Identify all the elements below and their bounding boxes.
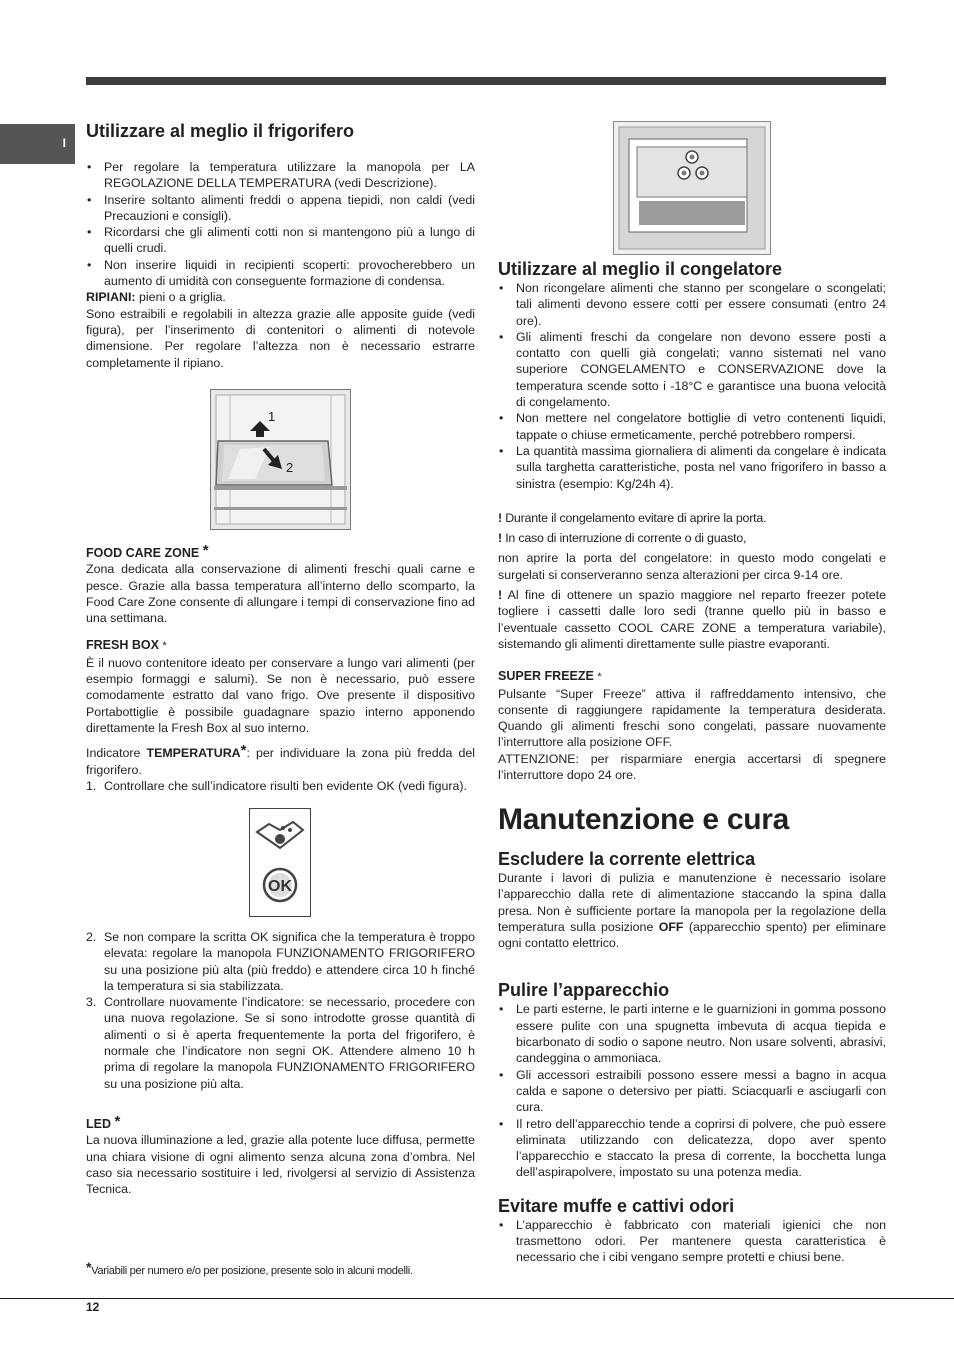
ok-indicator-figure [249,808,311,917]
clean-bullets [498,1001,886,1180]
freezer-figure [613,121,771,255]
maintenance-title: Manutenzione e cura [498,803,790,836]
fresh-box-text: È il nuovo contenitore ideato per conservare a lungo vari alimenti (per esempio formaggi e salumi). Se non è necessario, può essere comodamente estratto dal vano frigo. Ove presente il dispositivo Portabottiglie è possibile guadagnare spazio interno apponendo direttamente la Fresh Box al suo interno. [86,655,475,735]
page-number: 12 [86,1300,100,1314]
indicator-text: Indicatore TEMPERATURA*: per individuare la zona più fredda del frigorifero. [86,742,475,777]
led-title: LED * [86,1112,121,1131]
list-item: • Non mettere nel congelatore bottiglie di vetro contenenti liquidi, tappate o chiuse ermeticamente, perché potrebbero rompersi. [498,410,886,443]
left-column-lower [86,543,475,794]
list-item: 2. Se non compare la scritta OK significa che la temperatura è troppo elevata: regolare la manopola FUNZIONAMENTO FRIGORIFERO su una posizione più alta (più freddo) e attendere circa 10 h finché la temperatura si sia stabilizzata. [86,930,475,993]
figure-label-1: 1 [268,409,276,424]
ok-label: OK [268,878,292,895]
list-item: • Non inserire liquidi in recipienti scoperti: provocherebbero un aumento di umidità con conseguente formazione di condensa. [86,257,475,290]
warning-1: ! Durante il congelamento evitare di aprire la porta. [498,510,767,525]
warning-2-cont: non aprire la porta del congelatore: in questo modo congelati e surgelati si conserveranno senza alterazioni per circa 9-14 ore. [498,551,886,582]
list-item: 3. Controllare nuovamente l’indicatore: se necessario, procedere con una nuova regolazione. Se si sono introdotte grosse quantità di alimenti o si è aperta frequentemente la porta del frigorifero, è normale che l’indicatore non segni OK. Attendere almeno 10 h prima di regolare la manopola FUNZIONAMENTO FRIGORIFERO su una posizione più alta. [86,995,475,1091]
list-item: 1. Controllare che sull’indicatore risulti ben evidente OK (vedi figura). [86,778,467,793]
shelves-line: RIPIANI: pieni o a griglia. [86,290,226,305]
list-item: • Gli accessori estraibili possono essere messi a bagno in acqua calda e sapone o detersivo per piatti. Sciacquarli e asciugarli con cura. [498,1067,886,1116]
mould-title: Evitare muffe e cattivi odori [498,1195,735,1216]
indicator-steps [86,778,475,794]
food-care-text: Zona dedicata alla conservazione di alimenti freschi quali carne e pesce. Grazie alla bassa temperatura all’interno dello scomparto, la Food Care Zone consente di allungare i tempi di conservazione fino ad una settimana. [86,562,475,626]
shelves-paragraph: Sono estraibili e regolabili in altezza grazie alle apposite guide (vedi figura), per l’inserimento di contenitori o alimenti di notevole dimensione. Per regolare l’altezza non è necessario estrarre completamente il ripiano. [86,306,475,370]
footnote: *Variabili per numero e/o per posizione, presente solo in alcuni modelli. [86,1259,413,1277]
power-title: Escludere la corrente elettrica [498,849,756,869]
led-text: La nuova illuminazione a led, grazie alla potente luce diffusa, permette una chiara visione di ogni alimento senza alcuna zona d’ombra. Nel caso sia necessario sostituire i led, rivolgersi al servizio di Assistenza Tecnica. [86,1133,475,1197]
fridge-section-title: Utilizzare al meglio il frigorifero [86,121,355,141]
warning-3: ! Al fine di ottenere un spazio maggiore nel reparto freezer potete togliere i cassetti dalle loro sedi (tranne quello più in basso e l’eventuale cassetto COOL CARE ZONE a temperatura variabile), sistemando gli alimenti direttamente sulle piastre evaporanti. [498,588,886,651]
clean-title: Pulire l’apparecchio [498,980,670,1001]
left-column [86,120,475,371]
power-text: Durante i lavori di pulizia e manutenzione è necessario isolare l’apparecchio dalla rete di alimentazione staccando la spina dalla presa. Non è sufficiente portare la manopola per la regolazione della temperatura sulla posizione OFF (apparecchio spento) per eliminare ogni contatto elettrico. [498,871,887,951]
mould-bullets [498,1217,886,1266]
list-item: • Il retro dell’apparecchio tende a coprirsi di polvere, che può essere eliminata utilizzando con delicatezza, dopo aver spento l’apparecchio e staccato la presa di corrente, la bocchetta lunga dell’aspirapolvere, impostato su una potenza media. [498,1116,886,1181]
language-tab: I [0,124,75,164]
maintenance-section [498,802,886,1266]
super-freeze-text-2: ATTENZIONE: per risparmiare energia accertarsi di spegnere l’interruttore dopo 24 ore. [498,751,886,783]
header-bar [86,77,886,85]
right-column [498,258,886,783]
indicator-steps-cont [86,929,475,1092]
super-freeze-title: SUPER FREEZE * [498,669,602,684]
list-item: • Inserire soltanto alimenti freddi o appena tiepidi, non caldi (vedi Precauzioni e consigli). [86,192,475,225]
list-item: • Le parti esterne, le parti interne e le guarnizioni in gomma possono essere pulite con una spugnetta imbevuta di acqua tiepida e bicarbonato di sodio o sapone neutro. Non usare solventi, abrasivi, candeggina o ammoniaca. [498,1001,886,1066]
footer-line [0,1298,954,1299]
list-item: • La quantità massima giornaliera di alimenti da congelare è indicata sulla targhetta caratteristiche, posta nel vano frigorifero in basso a sinistra (esempio: Kg/24h 4). [498,443,886,492]
left-column-steps [86,929,475,1197]
super-freeze-text: Pulsante “Super Freeze” attiva il raffreddamento intensivo, che consente di raggiungere rapidamente la temperatura desiderata. Quando gli alimenti freschi sono congelati, passare nuovamente l’interruttore alla posizione OFF. [498,686,886,750]
food-care-title: FOOD CARE ZONE * [86,542,209,560]
list-item: • Per regolare la temperatura utilizzare la manopola per LA REGOLAZIONE DELLA TEMPERATURA (vedi Descrizione). [86,159,475,192]
freezer-section-title: Utilizzare al meglio il congelatore [498,259,783,279]
list-item: • Ricordarsi che gli alimenti cotti non si mantengono più a lungo di quelli crudi. [86,224,475,257]
fridge-bullets [86,159,475,289]
list-item: • Non ricongelare alimenti che stanno per scongelare o scongelati; tali alimenti devono essere cotti per essere consumati (entro 24 ore). [498,280,886,329]
freezer-bullets [498,280,886,492]
warning-2: ! In caso di interruzione di corrente o di guasto, [498,531,747,546]
list-item: • Gli alimenti freschi da congelare non devono essere posti a contatto con quelli già congelati; vanno sistemati nel vano superiore CONGELAMENTO e CONSERVAZIONE dove la temperatura scende sotto i -18°C e garantisce una buona velocità di congelamento. [498,329,886,410]
shelf-figure [210,389,351,530]
fresh-box-title: FRESH BOX * [86,638,167,653]
list-item: • L’apparecchio è fabbricato con materiali igienici che non trasmettono odori. Per mantenere questa caratteristica è necessario che i cibi vengano sempre protetti e chiusi bene. [498,1217,886,1266]
figure-label-2: 2 [286,460,294,475]
